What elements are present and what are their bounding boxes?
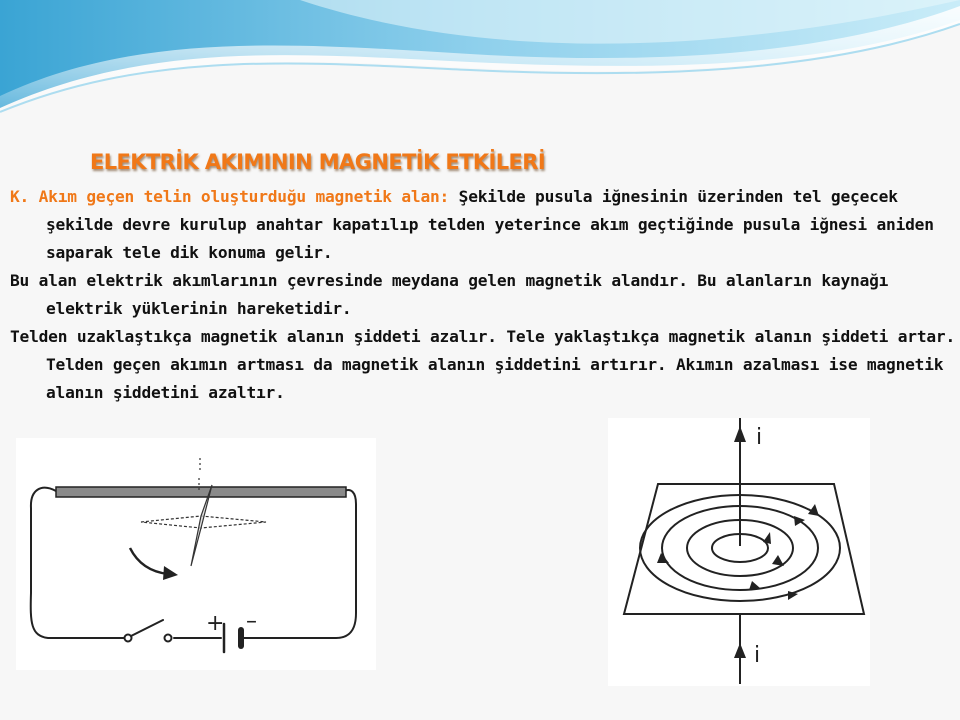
magnetic-field-lines-figure xyxy=(608,418,870,686)
paragraph-field-strength: Telden uzaklaştıkça magnetik alanın şiddeti azalır. Tele yaklaştıkça magnetik alanın şiddeti artar. Telden geçen akımın artması da magnetik alanın şiddetini artırır. Akımın azalması ise magnetik alanın şiddetini azaltır. xyxy=(10,327,956,402)
wire-bottom xyxy=(734,614,746,684)
compass-circuit-figure xyxy=(16,438,376,670)
compass-needle-icon xyxy=(141,458,266,566)
header-wave-decoration xyxy=(0,0,960,130)
section-heading: K. Akım geçen telin oluşturduğu magnetik alan: xyxy=(10,187,450,206)
paper-plane xyxy=(624,484,864,614)
circuit-wire xyxy=(31,488,356,638)
battery-minus-label: – xyxy=(246,609,257,634)
rotation-arrow-icon xyxy=(130,548,178,580)
paragraph-field-definition: Bu alan elektrik akımlarının çevresinde meydana gelen magnetik alandır. Bu alanların kaynağı elektrik yüklerinin hareketidir. xyxy=(10,271,889,318)
switch-icon xyxy=(125,620,172,642)
battery-plus-label: + xyxy=(206,611,225,636)
straight-wire xyxy=(56,487,346,497)
paragraph-text: Şekilde pusula iğnesinin üzerinden tel geçecek şekilde devre kurulup anahtar kapatılıp telden yeterince akım geçtiğinde pusula iğnesi aniden saparak tele dik konuma gelir. xyxy=(46,187,934,262)
current-label-bottom: i xyxy=(754,643,761,668)
paragraph-compass xyxy=(10,183,956,267)
slide-title: ELEKTRİK AKIMININ MAGNETİK ETKİLERİ xyxy=(90,150,546,174)
slide-body xyxy=(10,183,956,407)
current-label-top: i xyxy=(756,425,763,450)
battery-icon xyxy=(224,624,241,652)
